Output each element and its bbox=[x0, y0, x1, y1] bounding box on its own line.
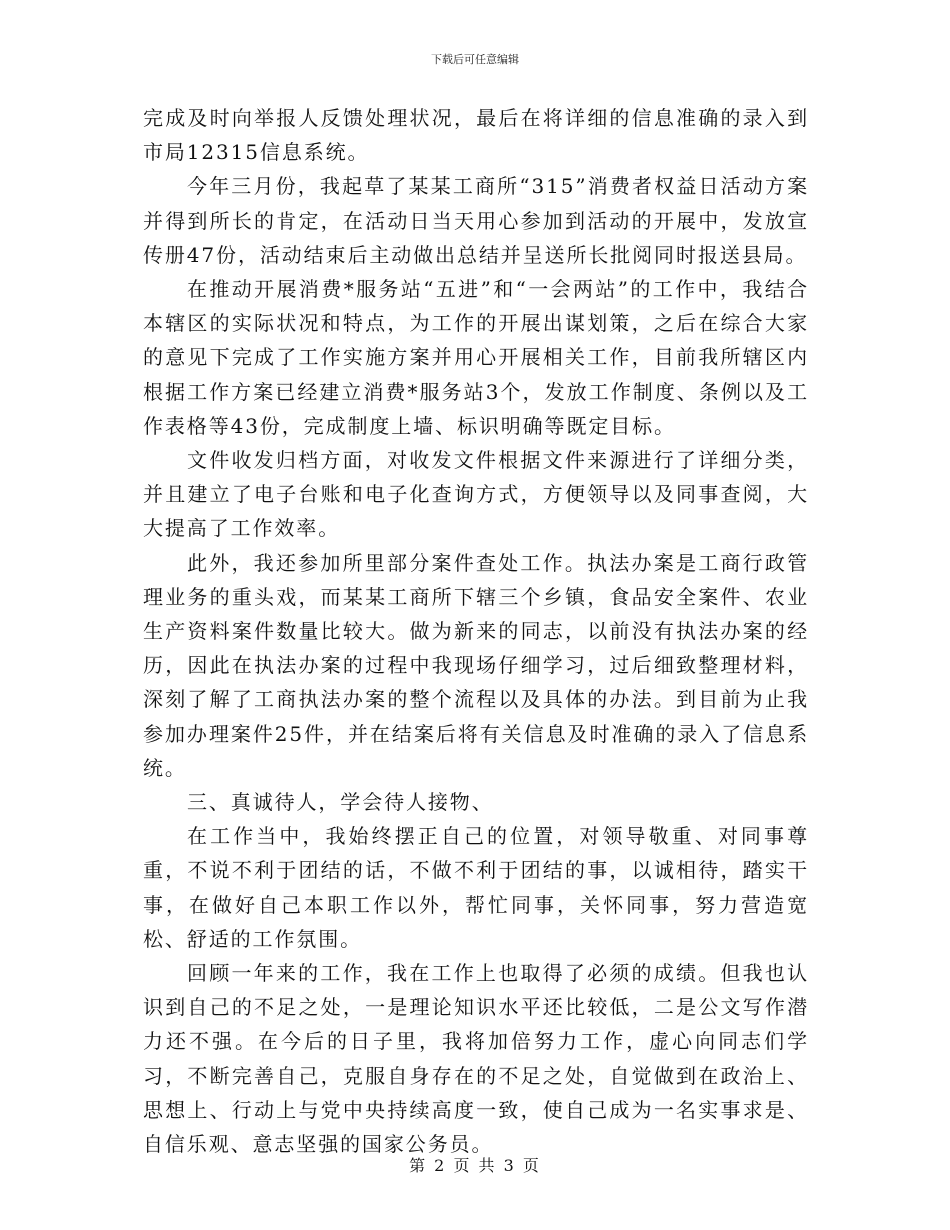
paragraph-case-handling: 此外，我还参加所里部分案件查处工作。执法办案是工商行政管理业务的重头戏，而某某工商所下辖三个乡镇，食品安全案件、农业生产资料案件数量比较大。做为新来的同志，以前没有执法办案的经历，因此在执法办案的过程中我现场仔细学习，过后细致整理材料，深刻了解了工商执法办案的整个流程以及具体的办法。到目前为止我参加办理案件25件，并在结案后将有关信息及时准确的录入了信息系统。 bbox=[143, 550, 809, 780]
section-heading-3: 三、真诚待人，学会待人接物、 bbox=[187, 790, 494, 815]
page-header: 下载后可任意编辑 bbox=[431, 53, 519, 66]
document-body bbox=[143, 101, 809, 1161]
paragraph-interpersonal: 在工作当中，我始终摆正自己的位置，对领导敬重、对同事尊重，不说不利于团结的话，不做不利于团结的事，以诚相待，踏实干事，在做好自己本职工作以外，帮忙同事，关怀同事，努力营造宽松、舒适的工作氛围。 bbox=[143, 824, 809, 951]
paragraph-continuation: 完成及时向举报人反馈处理状况，最后在将详细的信息准确的录入到市局12315信息系统。 bbox=[143, 106, 809, 165]
page-number: 第 2 页 共 3 页 bbox=[409, 1156, 541, 1175]
paragraph-document-filing: 文件收发归档方面，对收发文件根据文件来源进行了详细分类，并且建立了电子台账和电子化查询方式，方便领导以及同事查阅，大大提高了工作效率。 bbox=[143, 448, 809, 541]
paragraph-315-event: 今年三月份，我起草了某某工商所“315”消费者权益日活动方案并得到所长的肯定，在活动日当天用心参加到活动的开展中，发放宣传册47份，活动结束后主动做出总结并呈送所长批阅同时报送县局。 bbox=[143, 174, 809, 267]
paragraph-review: 回顾一年来的工作，我在工作上也取得了必须的成绩。但我也认识到自己的不足之处，一是理论知识水平还比较低，二是公文写作潜力还不强。在今后的日子里，我将加倍努力工作，虚心向同志们学习，不断完善自己，克服自身存在的不足之处，自觉做到在政治上、思想上、行动上与党中央持续高度一致，使自己成为一名实事求是、自信乐观、意志坚强的国家公务员。 bbox=[143, 961, 809, 1157]
paragraph-service-stations: 在推动开展消费*服务站“五进”和“一会两站”的工作中，我结合本辖区的实际状况和特点，为工作的开展出谋划策，之后在综合大家的意见下完成了工作实施方案并用心开展相关工作，目前我所辖区内根据工作方案已经建立消费*服务站3个，发放工作制度、条例以及工作表格等43份，完成制度上墙、标识明确等既定目标。 bbox=[143, 277, 809, 438]
